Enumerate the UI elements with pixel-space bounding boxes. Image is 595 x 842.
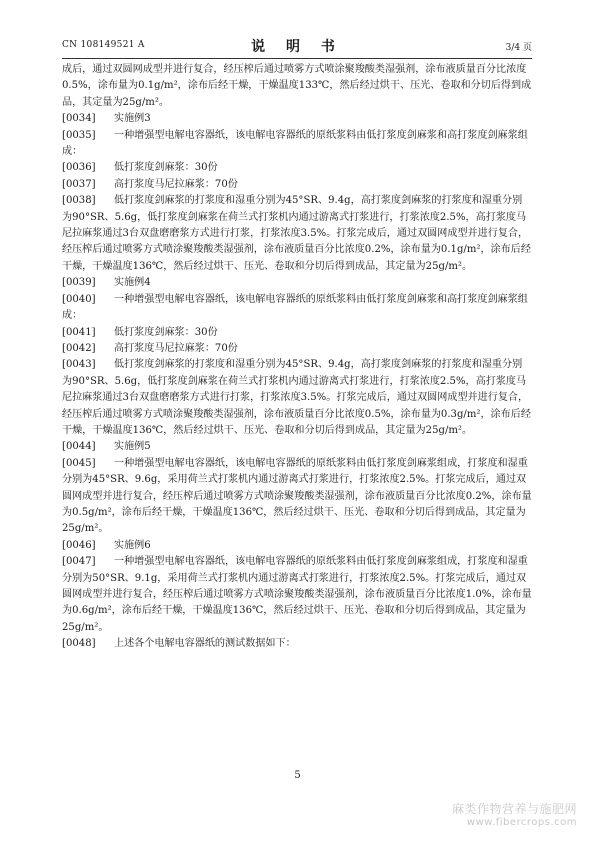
- paragraph-number: [0034]: [62, 113, 96, 125]
- paragraph: [62, 554, 532, 636]
- paragraph-text: 实施例4: [114, 277, 151, 289]
- paragraph-number: [0037]: [62, 178, 96, 190]
- paragraph-number: [0039]: [62, 277, 96, 289]
- paragraph: [62, 177, 532, 193]
- paragraph: [62, 160, 532, 176]
- paragraph-text: 实施例6: [114, 539, 151, 551]
- page-header: [62, 36, 532, 56]
- publication-number: CN 108149521 A: [62, 40, 145, 50]
- watermark-url: www.fibercrops.com: [466, 817, 577, 828]
- paragraph: [62, 456, 532, 538]
- paragraph: [62, 111, 532, 127]
- paragraph: [62, 62, 532, 111]
- paragraph: [62, 341, 532, 357]
- paragraph-text: 高打浆度马尼拉麻浆：70份: [114, 178, 238, 190]
- watermark-site-name: 麻类作物营养与施肥网: [451, 802, 577, 816]
- paragraph-number: [0048]: [62, 638, 96, 650]
- paragraph-text: 低打浆度剑麻浆：30份: [114, 162, 218, 174]
- paragraph-text: 上述各个电解电容器纸的测试数据如下：: [114, 638, 296, 650]
- paragraph-number: [0045]: [62, 457, 96, 469]
- paragraph-number: [0044]: [62, 441, 96, 453]
- header-rule: [62, 58, 532, 59]
- paragraph: [62, 193, 532, 275]
- paragraph-text: 低打浆度剑麻浆：30份: [114, 326, 218, 338]
- paragraph: [62, 275, 532, 291]
- paragraph: [62, 128, 532, 161]
- paragraph: [62, 325, 532, 341]
- paragraph-number: [0041]: [62, 326, 96, 338]
- paragraph-text: 一种增强型电解电容器纸，该电解电容器纸的原纸浆料由低打浆度剑麻浆组成，打浆度和湿重分别为50°SR、9.1g，采用荷兰式打浆机内通过游离式打浆进行，打浆浓度2.5%。打浆完成后，通过双圆网成型并进行复合，经压榨后通过喷雾方式喷涂聚羧酸类湿强剂，涂布液质量百分比浓度1.0%，涂布量为0.6g/m²，涂布后经干燥，干燥温度136℃，然后经过烘干、压光、卷取和分切后得到成品，其定量为25g/m²。: [62, 556, 532, 633]
- paragraph-text: 高打浆度马尼拉麻浆：70份: [114, 342, 238, 354]
- paragraph-text: 低打浆度剑麻浆的打浆度和湿重分别为45°SR、9.4g，高打浆度剑麻浆的打浆度和湿重分别为90°SR、5.6g，低打浆度剑麻浆在荷兰式打浆机内通过游离式打浆进行，打浆浓度2.5%，高打浆度马尼拉麻浆通过3台双盘磨磨浆方式进行打浆，打浆浓度3.5%。打浆完成后，通过双圆网成型并进行复合，经压榨后通过喷雾方式喷涂聚羧酸类湿强剂，涂布液质量百分比浓度0.2%，涂布量为0.1g/m²，涂布后经干燥，干燥温度136℃，然后经过烘干、压光、卷取和分切后得到成品，其定量为25g/m²。: [62, 195, 531, 272]
- page-indicator: 3/4 页: [505, 43, 532, 53]
- paragraph: [62, 439, 532, 455]
- paragraph: [62, 292, 532, 325]
- paragraph-number: [0038]: [62, 195, 96, 207]
- paragraph-number: [0042]: [62, 342, 96, 354]
- paragraph-number: [0046]: [62, 539, 96, 551]
- paragraph-text: 成后，通过双圆网成型并进行复合，经压榨后通过喷雾方式喷涂聚羧酸类湿强剂，涂布液质量百分比浓度0.5%，涂布量为0.1g/m²，涂布后经干燥，干燥温度133℃，然后经过烘干、压光、卷取和分切后得到成品，其定量为25g/m²。: [62, 64, 532, 108]
- document-body: [62, 62, 532, 653]
- page-number: 5: [294, 770, 301, 781]
- paragraph-text: 一种增强型电解电容器纸，该电解电容器纸的原纸浆料由低打浆度剑麻浆和高打浆度剑麻浆组成：: [62, 293, 528, 322]
- paragraph-number: [0035]: [62, 129, 96, 141]
- paragraph-text: 实施例5: [114, 441, 151, 453]
- paragraph-text: 低打浆度剑麻浆的打浆度和湿重分别为45°SR、9.4g，高打浆度剑麻浆的打浆度和湿重分别为90°SR、5.6g，低打浆度剑麻浆在荷兰式打浆机内通过游离式打浆进行，打浆浓度2.5%，高打浆度马尼拉麻浆通过3台双盘磨磨浆方式进行打浆，打浆浓度3.5%。打浆完成后，通过双圆网成型并进行复合，经压榨后通过喷雾方式喷涂聚羧酸类湿强剂，涂布液质量百分比浓度0.5%，涂布量为0.3g/m²，涂布后经干燥，干燥温度136℃，然后经过烘干、压光、卷取和分切后得到成品，其定量为25g/m²。: [62, 359, 531, 436]
- paragraph-number: [0043]: [62, 359, 96, 371]
- paragraph-number: [0036]: [62, 162, 96, 174]
- paragraph-number: [0040]: [62, 293, 96, 305]
- paragraph-number: [0047]: [62, 556, 96, 568]
- document-title: 说 明 书: [251, 39, 343, 55]
- watermark: [452, 800, 577, 828]
- paragraph-text: 一种增强型电解电容器纸，该电解电容器纸的原纸浆料由低打浆度剑麻浆和高打浆度剑麻浆组成：: [62, 129, 528, 158]
- paragraph: [62, 636, 532, 652]
- paragraph-text: 实施例3: [114, 113, 151, 125]
- paragraph: [62, 357, 532, 439]
- paragraph: [62, 538, 532, 554]
- paragraph-text: 一种增强型电解电容器纸，该电解电容器纸的原纸浆料由低打浆度剑麻浆组成，打浆度和湿重分别为45°SR、9.6g，采用荷兰式打浆机内通过游离式打浆进行，打浆浓度2.5%。打浆完成后，通过双圆网成型并进行复合，经压榨后通过喷雾方式喷涂聚羧酸类湿强剂，涂布液质量百分比浓度0.2%，涂布量为0.5g/m²，涂布后经干燥，干燥温度136℃，然后经过烘干、压光、卷取和分切后得到成品，其定量为25g/m²。: [62, 457, 532, 535]
